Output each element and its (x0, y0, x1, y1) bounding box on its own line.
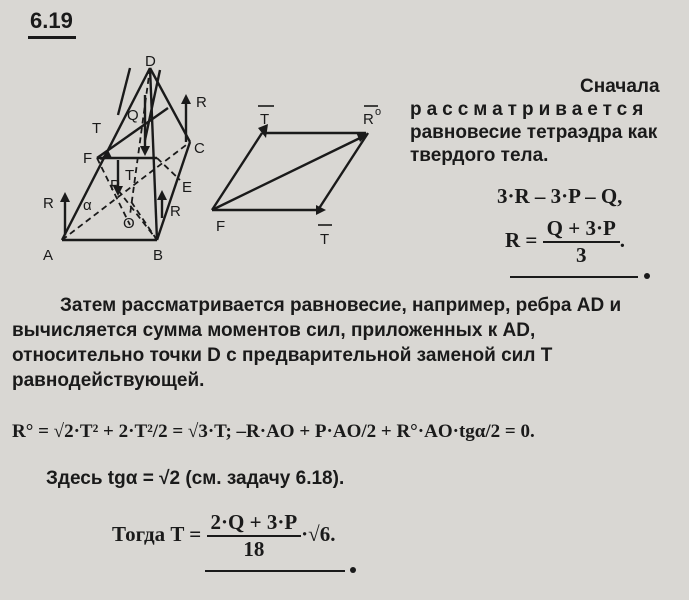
label-alpha: α (83, 197, 92, 214)
intro-line-1: Сначала (580, 76, 660, 97)
eq2-numerator: Q + 3·P (546, 216, 616, 240)
paragraph-line-3: относительно точки D с предварительной заменой сил T (12, 345, 553, 366)
eq2-answer-dot (644, 273, 650, 279)
final-answer-dot (350, 567, 356, 573)
final-fraction (207, 510, 302, 562)
label-R0-sup: o (375, 106, 382, 118)
final-answer-rule (205, 570, 345, 572)
paragraph-line-1: Затем рассматривается равновесие, например, ребра AD и (60, 295, 622, 316)
final-numerator: 2·Q + 3·P (210, 510, 298, 534)
final-tail: ·√6. (301, 521, 336, 546)
eq2-lhs: R = (505, 227, 538, 252)
label-A: A (43, 247, 54, 264)
paragraph-line-4: равнодействующей. (12, 370, 205, 391)
eq2-answer-rule (510, 276, 638, 278)
label-R0: R (363, 111, 374, 128)
eq2-end: . (619, 227, 626, 252)
equation-final (112, 510, 335, 562)
intro-line-4: твердого тела. (410, 145, 549, 166)
label-O: O (123, 215, 135, 232)
label-E: E (182, 179, 193, 196)
label-R-top: R (196, 94, 207, 111)
here-line: Здесь tgα = √2 (см. задачу 6.18). (46, 468, 345, 489)
label-R-mid: R (170, 203, 181, 220)
label-F-par: F (216, 218, 226, 235)
label-R-left: R (43, 195, 54, 212)
label-T-bottom: T (320, 231, 330, 248)
intro-line-3: равновесие тетраэдра как (410, 122, 658, 143)
label-B: B (153, 247, 164, 264)
label-Q: Q (127, 107, 139, 124)
eq2-denominator: 3 (543, 241, 620, 268)
intro-line-2: рассматривается (410, 99, 649, 120)
eq2-fraction (543, 216, 620, 268)
equation-3: R° = √2·T² + 2·T²/2 = √3·T; –R·AO + P·AO/2 + R°·AO·tgα/2 = 0. (12, 421, 535, 442)
paragraph-line-2: вычисляется сумма моментов сил, приложенных к AD, (12, 320, 536, 341)
label-D: D (145, 53, 156, 70)
problem-number: 6.19 (30, 8, 73, 33)
label-C: C (194, 140, 205, 157)
label-F: F (83, 150, 93, 167)
final-denominator: 18 (207, 535, 302, 562)
label-T-top: T (260, 111, 270, 128)
label-T-small: T (125, 167, 135, 184)
label-T: T (92, 120, 102, 137)
final-lhs: Тогда T = (112, 521, 202, 546)
label-P: P (110, 177, 121, 194)
equation-1: 3·R – 3·P – Q, (497, 184, 623, 208)
equation-2 (505, 216, 625, 268)
